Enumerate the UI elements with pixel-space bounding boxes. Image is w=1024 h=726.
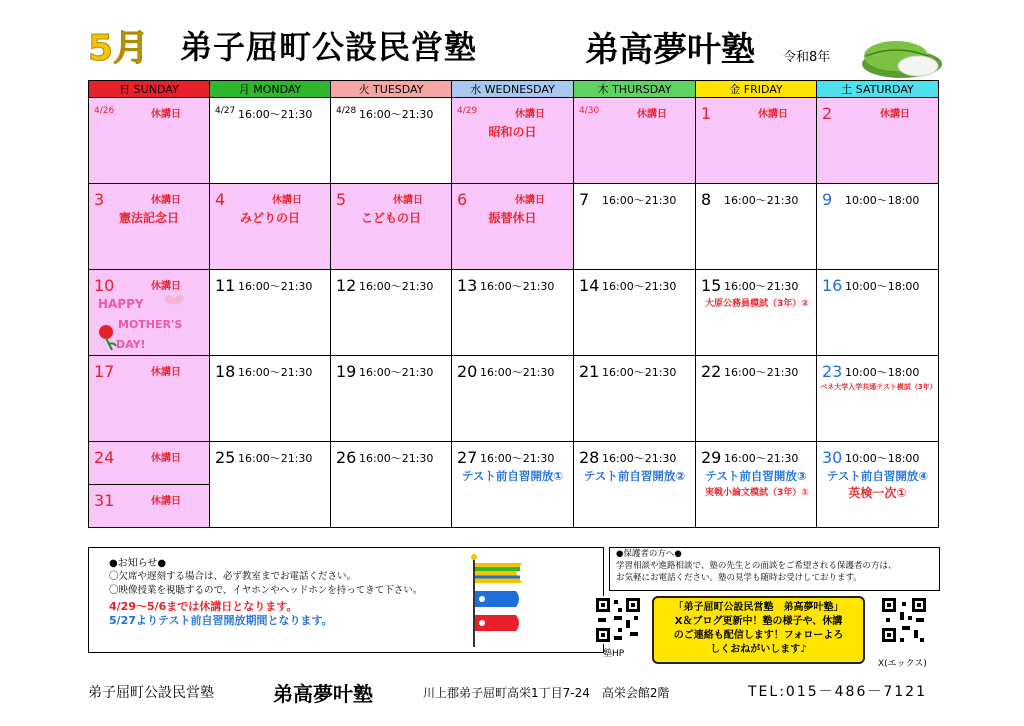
class-hours: 16:00～21:30 — [602, 366, 677, 379]
class-hours: 16:00～21:30 — [724, 280, 799, 293]
guardian-title: ●保護者の方へ● — [616, 549, 682, 559]
study-open-note: テスト前自習開放③ — [705, 469, 807, 483]
day-number: 17 — [94, 362, 115, 381]
guardian-line: 学習相談や進路相談で、塾の先生との面談をご希望される保護者の方は、 — [616, 561, 897, 571]
sns-banner — [652, 596, 865, 664]
mothers-day-line2: MOTHER'S — [118, 318, 183, 331]
class-hours: 16:00～21:30 — [238, 366, 313, 379]
class-hours: 16:00～21:30 — [480, 366, 555, 379]
day-number: 14 — [579, 276, 600, 295]
closed-label: 休講日 — [151, 496, 181, 507]
day-number: 4/28 — [336, 106, 357, 116]
day-cell — [331, 98, 452, 184]
class-hours: 16:00～21:30 — [602, 452, 677, 465]
qr-code-hp-icon[interactable] — [594, 596, 642, 644]
guardian-line: お気軽にお電話ください。塾の見学も随時お受けしております。 — [616, 573, 862, 583]
day-number: 9 — [822, 190, 833, 209]
week-row — [89, 442, 939, 528]
day-cell — [574, 98, 696, 184]
class-hours: 16:00～21:30 — [724, 452, 799, 465]
day-number: 23 — [822, 362, 843, 381]
mothers-day-illustration — [94, 292, 204, 354]
holiday-name: 憲法記念日 — [118, 211, 179, 225]
notice-closed-period: 4/29～5/6までは休講日となります。 — [109, 600, 298, 613]
closed-label: 休講日 — [393, 195, 423, 206]
banner-line: X＆ブログ更新中！塾の様子や、休講 — [674, 616, 843, 627]
class-hours: 16:00～21:30 — [359, 452, 434, 465]
day-cell — [210, 270, 331, 356]
qr-x-label: X(エックス) — [878, 659, 927, 669]
day-number: 20 — [457, 362, 478, 381]
day-number: 4/30 — [579, 106, 600, 116]
class-hours: 16:00～21:30 — [238, 280, 313, 293]
day-cell — [89, 356, 210, 442]
day-number: 16 — [822, 276, 843, 295]
eiken-note: 英検一次① — [848, 486, 907, 500]
day-number: 4 — [215, 190, 226, 209]
closed-label: 休講日 — [151, 367, 181, 378]
month-title: 5月 — [88, 28, 150, 69]
day-cell — [817, 184, 939, 270]
day-number: 2 — [822, 104, 833, 123]
day-number: 8 — [701, 190, 712, 209]
class-hours: 16:00～21:30 — [359, 366, 434, 379]
day-cell — [331, 270, 452, 356]
day-number: 27 — [457, 448, 478, 467]
closed-label: 休講日 — [880, 109, 910, 120]
day-cell — [89, 442, 210, 528]
day-number: 4/27 — [215, 106, 236, 116]
day-number: 22 — [701, 362, 722, 381]
weekday-thursday: 木 THURSDAY — [574, 81, 696, 98]
class-hours: 10:00～18:00 — [845, 452, 920, 465]
class-hours: 16:00～21:30 — [724, 366, 799, 379]
day-cell — [696, 442, 817, 528]
era-year: 令和8年 — [783, 50, 831, 65]
day-cell — [210, 356, 331, 442]
day-number: 30 — [822, 448, 843, 467]
day-cell — [89, 184, 210, 270]
weekday-wednesday: 水 WEDNESDAY — [452, 81, 574, 98]
school-name-main: 弟子屈町公設民営塾 — [180, 28, 478, 66]
day-cell — [574, 184, 696, 270]
day-cell — [696, 356, 817, 442]
class-hours: 16:00～21:30 — [359, 108, 434, 121]
notice-line: 〇欠席や遅刻する場合は、必ず教室までお電話ください。 — [109, 571, 357, 582]
header — [0, 0, 1024, 80]
day-cell — [817, 98, 939, 184]
study-open-note: テスト前自習開放② — [583, 469, 686, 483]
day-number: 31 — [94, 491, 115, 510]
day-cell — [817, 270, 939, 356]
day-number: 10 — [94, 276, 115, 295]
closed-label: 休講日 — [515, 195, 545, 206]
class-hours: 16:00～21:30 — [238, 452, 313, 465]
day-number: 12 — [336, 276, 357, 295]
closed-label: 休講日 — [758, 109, 788, 120]
footer-school-name: 弟子屈町公設民営塾 — [88, 685, 214, 701]
calendar-table — [88, 80, 939, 528]
weekday-sunday: 日 SUNDAY — [89, 81, 210, 98]
day-cell — [452, 270, 574, 356]
closed-label: 休講日 — [151, 281, 181, 292]
day-number: 4/26 — [94, 106, 115, 116]
exam-note: ベネ大学入学共通テスト模試（3年） — [820, 383, 937, 391]
guardian-box — [609, 547, 940, 591]
day-cell — [696, 270, 817, 356]
day-number: 4/29 — [457, 106, 478, 116]
day-cell — [89, 98, 210, 184]
day-number: 25 — [215, 448, 236, 467]
class-hours: 16:00～21:30 — [480, 280, 555, 293]
day-cell — [452, 98, 574, 184]
notice-study-period: 5/27よりテスト前自習開放期間となります。 — [109, 614, 333, 627]
closed-label: 休講日 — [515, 109, 545, 120]
day-number: 18 — [215, 362, 236, 381]
day-cell — [574, 356, 696, 442]
class-hours: 16:00～21:30 — [724, 194, 799, 207]
koinobori-icon — [466, 553, 528, 649]
day-number: 1 — [701, 104, 712, 123]
weekday-monday: 月 MONDAY — [210, 81, 331, 98]
banner-line: 「弟子屈町公設民営塾 弟高夢叶塾」 — [673, 602, 844, 613]
week-row — [89, 98, 939, 184]
mothers-day-line3: DAY! — [116, 338, 146, 351]
holiday-name: 昭和の日 — [488, 125, 537, 139]
class-hours: 16:00～21:30 — [602, 194, 677, 207]
notice-title: ●お知らせ● — [109, 558, 167, 569]
day-cell — [817, 442, 939, 528]
weekday-header-row — [89, 81, 939, 98]
day-number: 7 — [579, 190, 590, 209]
day-cell — [574, 442, 696, 528]
week-row — [89, 184, 939, 270]
day-number: 5 — [336, 190, 347, 209]
holiday-name: こどもの日 — [360, 211, 421, 225]
weekday-saturday: 土 SATURDAY — [817, 81, 939, 98]
day-number: 11 — [215, 276, 236, 295]
footer-phone: TEL:015－486－7121 — [748, 684, 927, 700]
day-cell — [89, 270, 210, 356]
qr-hp-label: 塾HP — [603, 649, 625, 659]
class-hours: 16:00～21:30 — [359, 280, 434, 293]
day-cell — [210, 98, 331, 184]
weekday-tuesday: 火 TUESDAY — [331, 81, 452, 98]
class-hours: 16:00～21:30 — [602, 280, 677, 293]
closed-label: 休講日 — [637, 109, 667, 120]
week-row — [89, 356, 939, 442]
footer-school-brand: 弟高夢叶塾 — [273, 682, 373, 706]
closed-label: 休講日 — [151, 195, 181, 206]
banner-line: しくおねがいします♪ — [710, 644, 807, 655]
banner-line: のご連絡も配信します！フォローよろ — [673, 630, 844, 641]
day-cell — [452, 356, 574, 442]
day-cell — [452, 442, 574, 528]
day-number: 29 — [701, 448, 722, 467]
day-cell — [452, 184, 574, 270]
exam-note: 実戦小論文模試（3年）① — [705, 488, 809, 498]
day-cell — [574, 270, 696, 356]
day-number: 13 — [457, 276, 478, 295]
day-cell — [331, 184, 452, 270]
study-open-note: テスト前自習開放④ — [826, 469, 929, 483]
closed-label: 休講日 — [272, 195, 302, 206]
day-number: 24 — [94, 448, 115, 467]
day-number: 26 — [336, 448, 357, 467]
day-cell — [817, 356, 939, 442]
day-cell — [696, 98, 817, 184]
study-open-note: テスト前自習開放① — [461, 469, 564, 483]
day-number: 3 — [94, 190, 105, 209]
notice-line: 〇映像授業を視聴するので、イヤホンやヘッドホンを持ってきて下さい。 — [109, 585, 423, 596]
day-cell — [210, 184, 331, 270]
class-hours: 16:00～21:30 — [480, 452, 555, 465]
day-cell — [331, 356, 452, 442]
day-cell — [331, 442, 452, 528]
class-hours: 10:00～18:00 — [845, 194, 920, 207]
holiday-name: 振替休日 — [488, 211, 537, 225]
closed-label: 休講日 — [151, 453, 181, 464]
day-cell — [210, 442, 331, 528]
cell-divider — [89, 484, 209, 510]
weekday-friday: 金 FRIDAY — [696, 81, 817, 98]
day-number: 28 — [579, 448, 600, 467]
class-hours: 10:00～18:00 — [845, 366, 920, 379]
class-hours: 10:00～18:00 — [845, 280, 920, 293]
exam-note: 大原公務員模試（3年）② — [705, 299, 809, 309]
day-number: 6 — [457, 190, 468, 209]
day-number: 19 — [336, 362, 357, 381]
day-number: 15 — [701, 276, 722, 295]
qr-code-x-icon[interactable] — [880, 596, 928, 644]
holiday-name: みどりの日 — [239, 211, 300, 225]
mothers-day-line1: HAPPY — [98, 297, 144, 311]
day-number: 21 — [579, 362, 600, 381]
day-cell — [696, 184, 817, 270]
week-row — [89, 270, 939, 356]
school-name-brand: 弟高夢叶塾 — [585, 30, 755, 70]
kashiwa-mochi-icon — [856, 36, 944, 80]
footer-address: 川上郡弟子屈町高栄1丁目7-24 高栄会館2階 — [423, 686, 670, 700]
closed-label: 休講日 — [151, 109, 181, 120]
class-hours: 16:00～21:30 — [238, 108, 313, 121]
